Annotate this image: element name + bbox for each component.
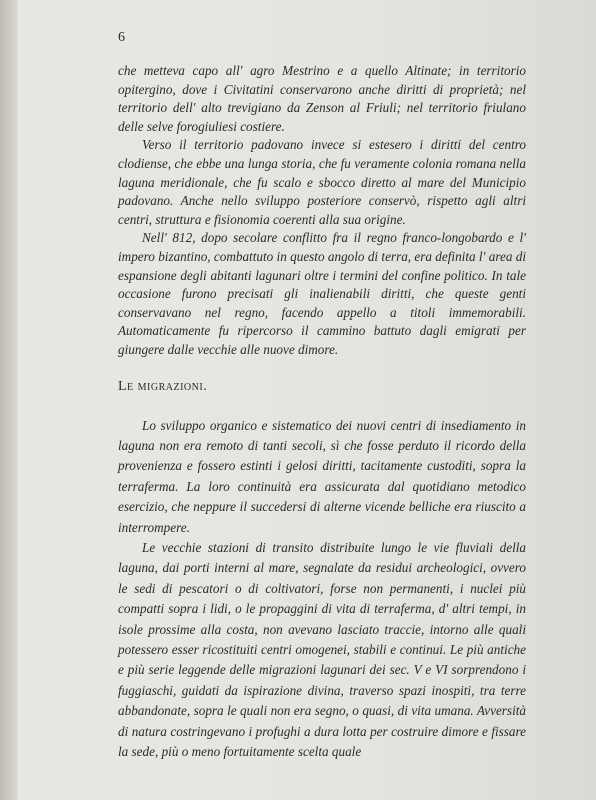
paragraph: Verso il territorio padovano invece si estesero i diritti del centro clodiense, che ebbe una lunga storia, che fu veramente colonia romana nella laguna meridionale, che fu scalo e sbocco diretto al mare del Municipio padovano. Anche nello sviluppo posteriore conservò, rispetto agli altri centri, struttura e fisionomia coerenti alla sua origine. [118, 137, 526, 227]
page-content [118, 30, 526, 762]
page-number: 6 [118, 30, 125, 45]
paragraph: che metteva capo all' agro Mestrino e a quello Altinate; in territorio opitergino, dove i Civitatini conservarono anche diritti di proprietà; nel territorio dell' alto trevigiano da Zenson al Friuli; nel territorio friulano delle selve forogiuliesi costiere. [118, 63, 526, 134]
section-title: Le migrazioni. [118, 378, 208, 394]
book-spine-shadow [0, 0, 18, 800]
paragraph: Nell' 812, dopo secolare conflitto fra il regno franco-longobardo e l' impero bizantino, combattuto in questo angolo di terra, era definita l' area di espansione degli abitanti lagunari oltre i termini del confine politico. In tale occasione furono precisati gli inalienabili diritti, che queste genti conservavano nel regno, facendo appello a titoli immemorabili. Automaticamente fu ripercorso il cammino battuto dagli emigrati per giungere dalle vecchie alle nuove dimore. [118, 230, 526, 357]
paragraph: Lo sviluppo organico e sistematico dei nuovi centri di insediamento in laguna non era remoto di tanti secoli, sì che fosse perduto il ricordo della provenienza e fossero estinti i gelosi diritti, tacitamente custoditi, sopra la terraferma. La loro continuità era assicurata dal quotidiano metodico esercizio, che neppure il succedersi di alterne vicende belliche era riuscito a interrompere. [118, 417, 526, 535]
paragraph: Le vecchie stazioni di transito distribuite lungo le vie fluviali della laguna, dai porti interni al mare, segnalate da residui archeologici, ovvero le sedi di pescatori o di coltivatori, forse non permanenti, i nuclei più compatti sopra i lidi, o le propaggini di vita di terraferma, d' altri tempi, in isole prossime alla costa, non avevano lasciato traccie, intorno alle quali potessero esser ricostituiti centri omogenei, stabili e continui. Le più antiche e più serie leggende delle migrazioni lagunari dei sec. V e VI sorprendono i fuggiaschi, guidati da ispirazione divina, traverso spazi inospiti, tra terre abbandonate, sopra le quali non era segno, o quasi, di vita umana. Avversità di natura costringevano i profughi a dura lotta per costruire dimore e fissare la sede, più o meno fortuitamente scelta quale [118, 539, 526, 759]
